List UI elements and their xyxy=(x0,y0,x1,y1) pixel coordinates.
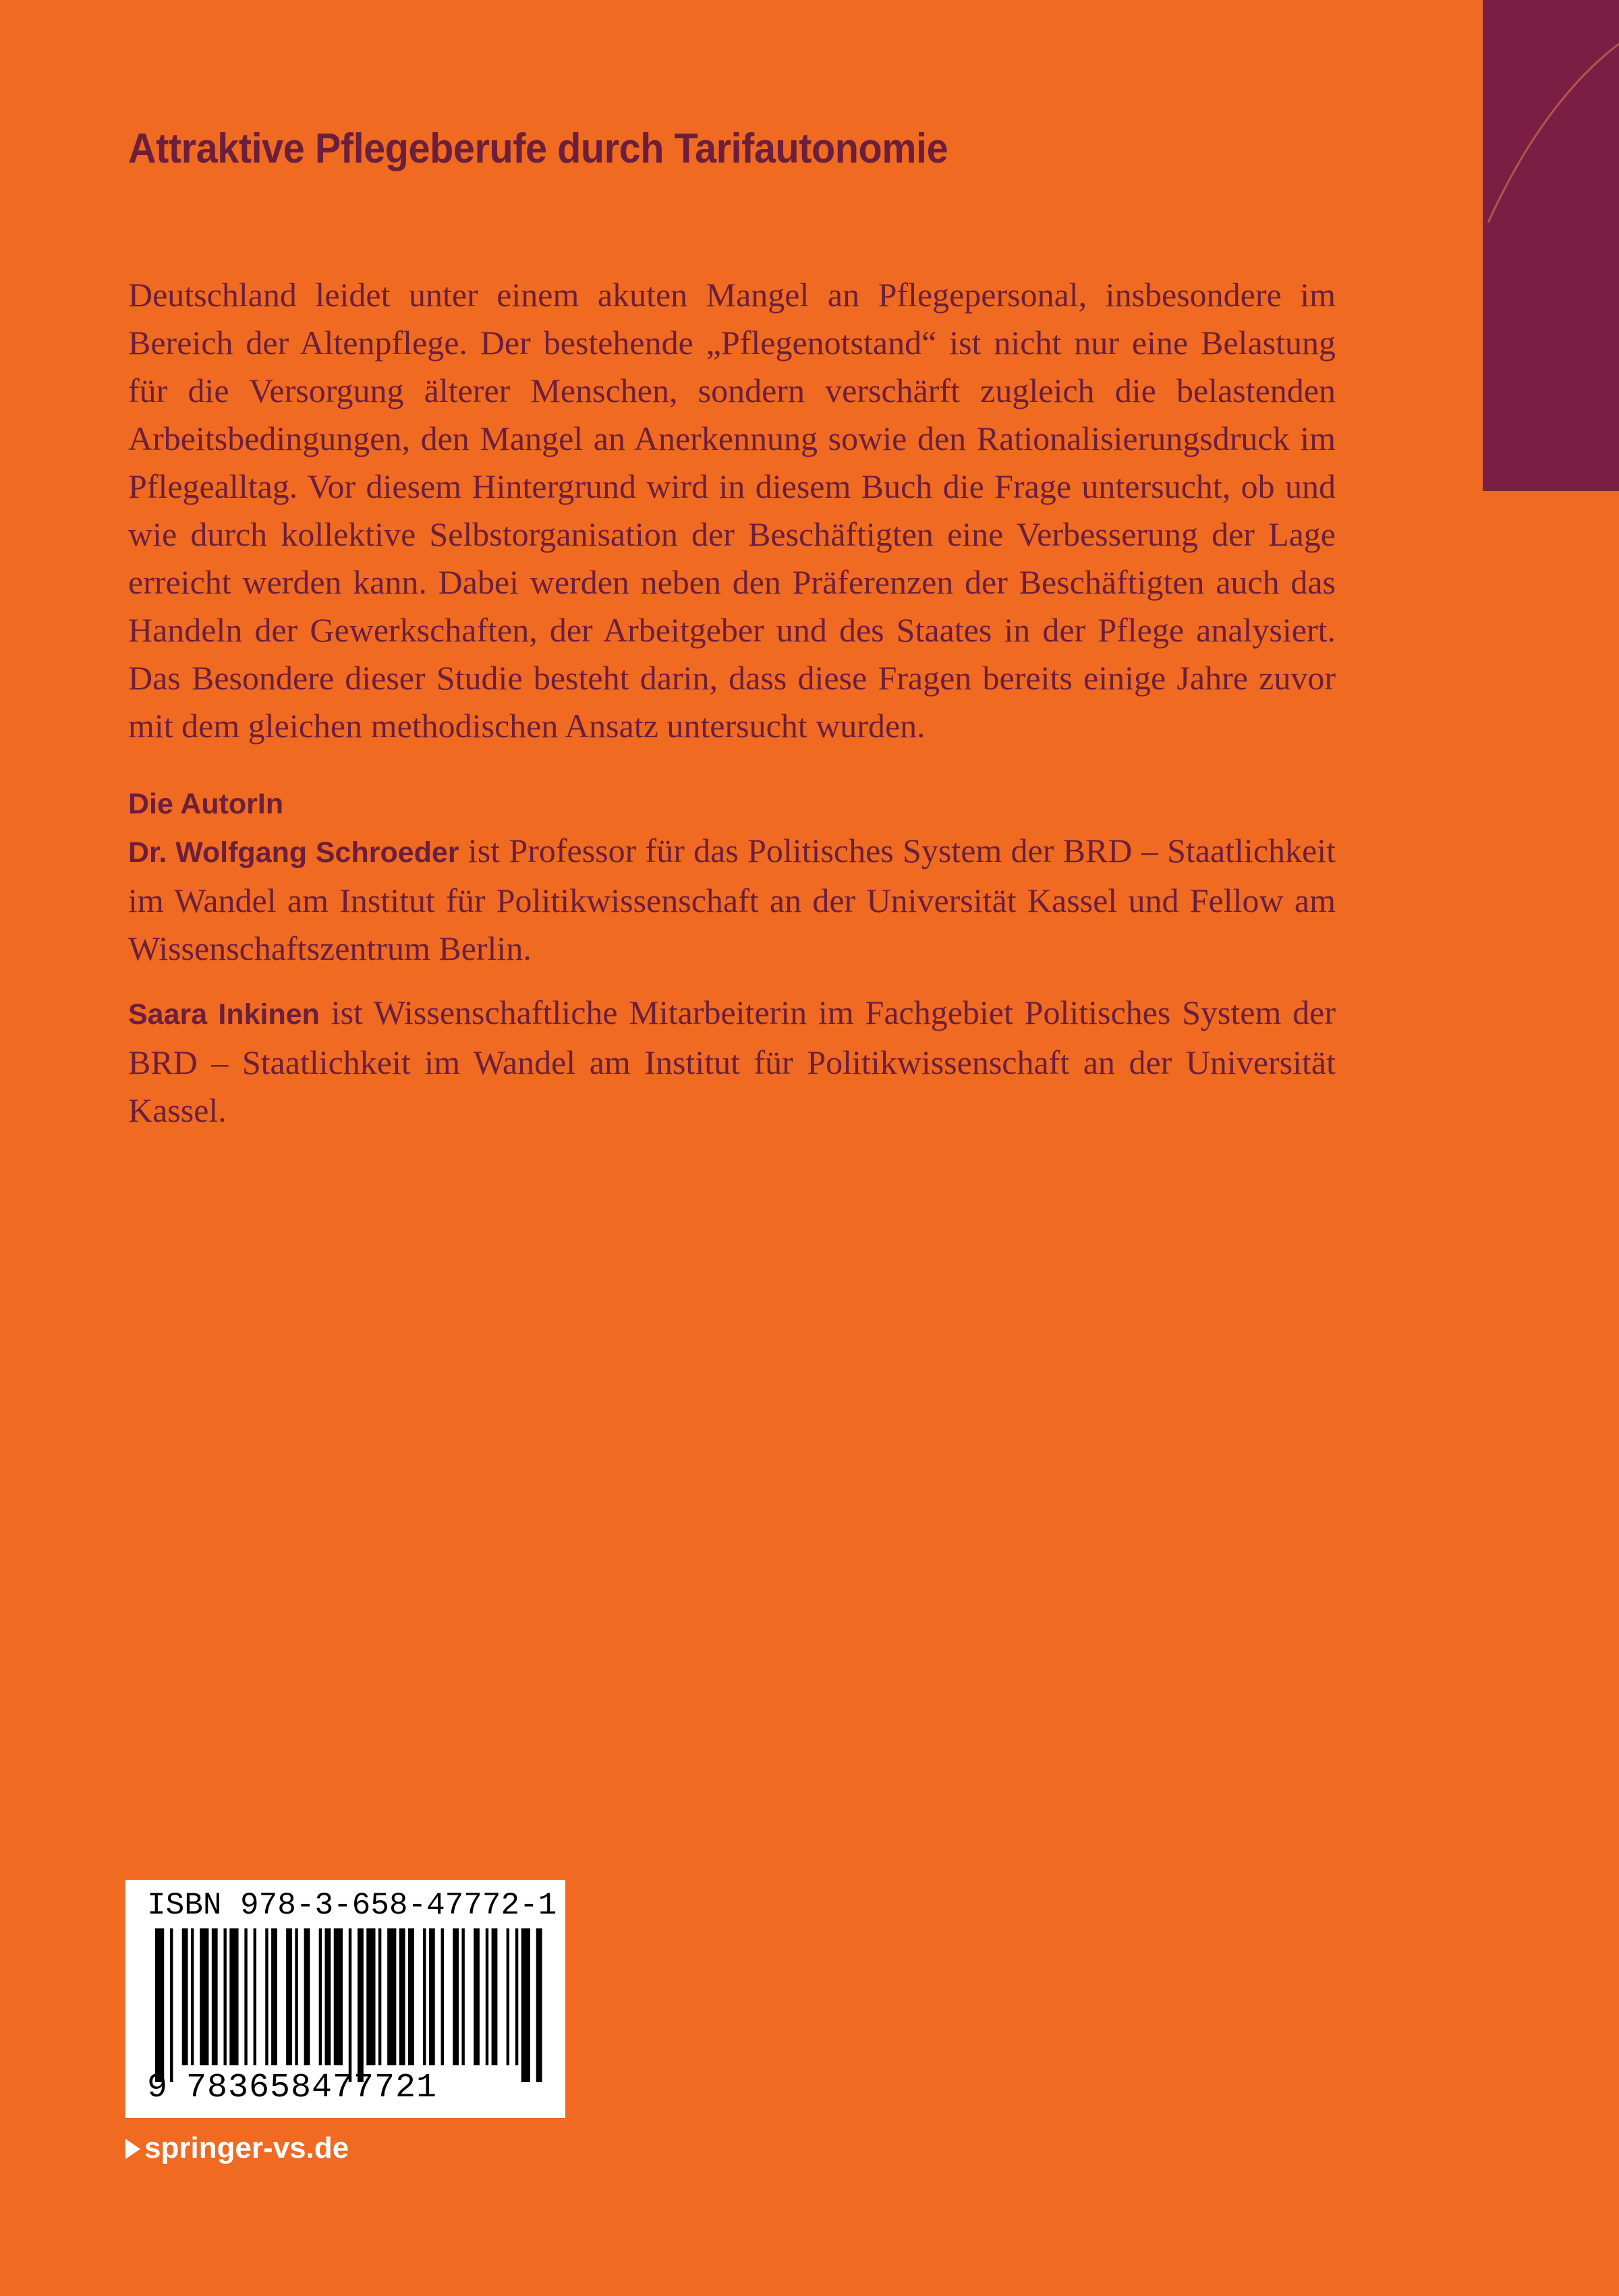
barcode-bar xyxy=(474,1928,480,2065)
barcode-bar xyxy=(453,1928,459,2065)
barcode-digits: 783658477721 xyxy=(186,2069,438,2107)
barcode-bar xyxy=(349,1928,351,2082)
barcode-bar xyxy=(191,1928,194,2065)
barcode-bar xyxy=(229,1928,238,2065)
book-title: Attraktive Pflegeberufe durch Tarifautonomie xyxy=(128,125,948,172)
authors-heading: Die AutorIn xyxy=(128,788,284,820)
barcode-bar xyxy=(295,1928,297,2065)
barcode-bar xyxy=(223,1928,226,2065)
isbn-barcode xyxy=(125,1880,565,2118)
barcode-bar xyxy=(200,1928,208,2065)
barcode-bar xyxy=(441,1928,444,2065)
barcode-bar xyxy=(304,1928,310,2065)
author-bio-2 xyxy=(128,989,1336,1135)
barcode-bar xyxy=(366,1928,375,2065)
barcode-bar xyxy=(423,1928,426,2065)
barcode-bar xyxy=(265,1928,268,2065)
barcode-bar xyxy=(286,1928,292,2065)
barcode-bar xyxy=(429,1928,435,2065)
author-bio-1 xyxy=(128,827,1336,973)
isbn-label: ISBN 978-3-658-47772-1 xyxy=(147,1888,557,1923)
arrow-right-icon xyxy=(125,2139,140,2159)
barcode-bar xyxy=(271,1928,277,2065)
abstract-text: Deutschland leidet unter einem akuten Mangel an Pflegepersonal, insbesondere im Bereich der Altenpflege. Der bestehende „Pflegenotstand“ ist nicht nur eine Belastung für die Versorgung älterer Menschen, sondern verschärft zugleich die belastenden Arbeitsbedingungen, den Mangel an Anerkennung sowie den Rationalisierungsdruck im Pflegealltag. Vor diesem Hintergrund wird in diesem Buch die Frage untersucht, ob und wie durch kollektive Selbstorganisation der Beschäftigten eine Verbesserung der Lage erreicht werden kann. Dabei werden neben den Präferenzen der Beschäftigten auch das Handeln der Gewerkschaften, der Arbeitgeber und des Staates in der Pflege analysiert. Das Besondere dieser Studie besteht darin, dass diese Fragen bereits einige Jahre zuvor mit dem gleichen methodischen Ansatz untersucht wurden. xyxy=(128,276,1336,745)
barcode-bar xyxy=(387,1928,396,2065)
back-cover-content xyxy=(128,120,1336,1135)
author-bio-text-1: ist Professor für das Politisches System der BRD – Staatlichkeit im Wandel am Institut für Politikwissenschaft an der Universität Kassel und Fellow am Wissenschaftszentrum Berlin. xyxy=(128,832,1336,967)
barcode-first-digit: 9 xyxy=(147,2069,169,2107)
barcode-bar xyxy=(492,1928,498,2065)
corner-accent-panel xyxy=(1483,0,1619,491)
website-label: springer-vs.de xyxy=(144,2131,349,2164)
barcode-bar xyxy=(212,1928,218,2065)
barcode-bar xyxy=(182,1928,188,2065)
barcode-bar xyxy=(399,1928,405,2065)
barcode-bar xyxy=(358,1928,364,2082)
barcode-bar xyxy=(244,1928,247,2065)
barcode-bar xyxy=(521,1928,530,2082)
barcode-bar xyxy=(461,1928,464,2065)
barcode-bar xyxy=(319,1928,322,2065)
barcode-bar xyxy=(325,1928,331,2065)
barcode-bar xyxy=(155,1928,164,2082)
barcode-bar xyxy=(170,1928,173,2082)
barcode-bar xyxy=(334,1928,343,2065)
decorative-arc xyxy=(1483,0,1619,491)
barcode-bar xyxy=(254,1928,256,2065)
barcode-bar xyxy=(486,1928,488,2065)
author-name-1: Dr. Wolfgang Schroeder xyxy=(128,836,459,869)
barcode-bar xyxy=(378,1928,381,2065)
barcode-bar xyxy=(507,1928,509,2065)
barcode-bar xyxy=(408,1928,414,2065)
author-bio-text-2: ist Wissenschaftliche Mitarbeiterin im Fachgebiet Politisches System der BRD – Staatlichkeit im Wandel am Institut für Politikwissenschaft an der Universität Kassel. xyxy=(128,994,1336,1129)
publisher-website[interactable] xyxy=(125,2131,349,2165)
author-name-2: Saara Inkinen xyxy=(128,998,320,1031)
barcode-bar xyxy=(536,1928,542,2082)
barcode-bar xyxy=(515,1928,518,2065)
